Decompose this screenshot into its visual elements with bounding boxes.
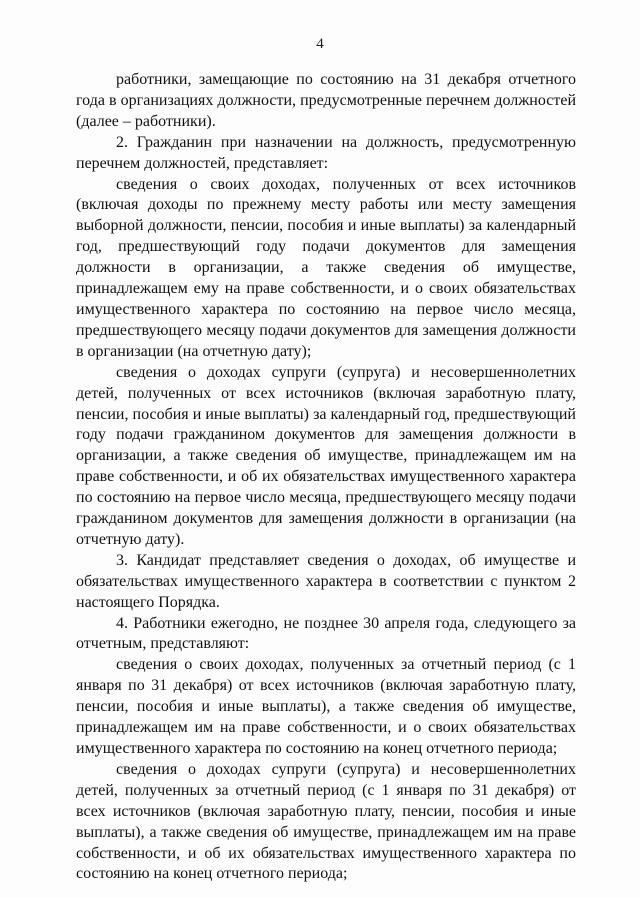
paragraph-continuation: работники, замещающие по состоянию на 31 декабря отчетного года в организациях должности, предусмотренные перечнем должностей (далее – работники). — [76, 71, 576, 130]
page-number: 4 — [316, 36, 324, 52]
paragraph-annual-own-income: сведения о своих доходах, полученных за отчетный период (с 1 января по 31 декабря) от всех источников (включая заработную плату, пенсии, пособия и иные выплаты), а также сведения об имуществе, принадлежащем им на праве собственности, и о своих обязательствах имущественного характера по состоянию на конец отчетного периода; — [76, 656, 576, 757]
document-body — [76, 70, 576, 885]
paragraph-annual-family-income: сведения о доходах супруги (супруга) и несовершеннолетних детей, полученных за отчетный период (с 1 января по 31 декабря) от всех источников (включая заработную плату, пенсии, пособия и иные выплаты), а также сведения об имуществе, принадлежащем им на праве собственности, и об их обязательствах имущественного характера по состоянию на конец отчетного периода; — [76, 760, 576, 883]
paragraph-own-income: сведения о своих доходах, полученных от всех источников (включая доходы по прежнему месту работы или месту замещения выборной должности, пенсии, пособия и иные выплаты) за календарный год, предшествующий году подачи документов для замещения должности в организации, а также сведения об имуществе, принадлежащем ему на праве собственности, и о своих обязательствах имущественного характера по состоянию на первое число месяца, предшествующего месяцу подачи документов для замещения должности в организации (на отчетную дату); — [76, 175, 576, 360]
paragraph-item-3: 3. Кандидат представляет сведения о доходах, об имуществе и обязательствах имущественного характера в соответствии с пунктом 2 настоящего Порядка. — [76, 551, 576, 611]
paragraph-family-income: сведения о доходах супруги (супруга) и несовершеннолетних детей, полученных от всех источников (включая заработную плату, пенсии, пособия и иные выплаты) за календарный год, предшествующий году подачи гражданином документов для замещения должности в организации, а также сведения об имуществе, принадлежащем им на праве собственности, и об их обязательствах имущественного характера по состоянию на первое число месяца, предшествующего месяцу подачи гражданином документов для замещения должности в организации (на отчетную дату). — [76, 363, 576, 548]
paragraph-item-2: 2. Гражданин при назначении на должность, предусмотренную перечнем должностей, представляет: — [76, 133, 576, 172]
paragraph-item-4: 4. Работники ежегодно, не позднее 30 апреля года, следующего за отчетным, представляют: — [76, 614, 576, 653]
